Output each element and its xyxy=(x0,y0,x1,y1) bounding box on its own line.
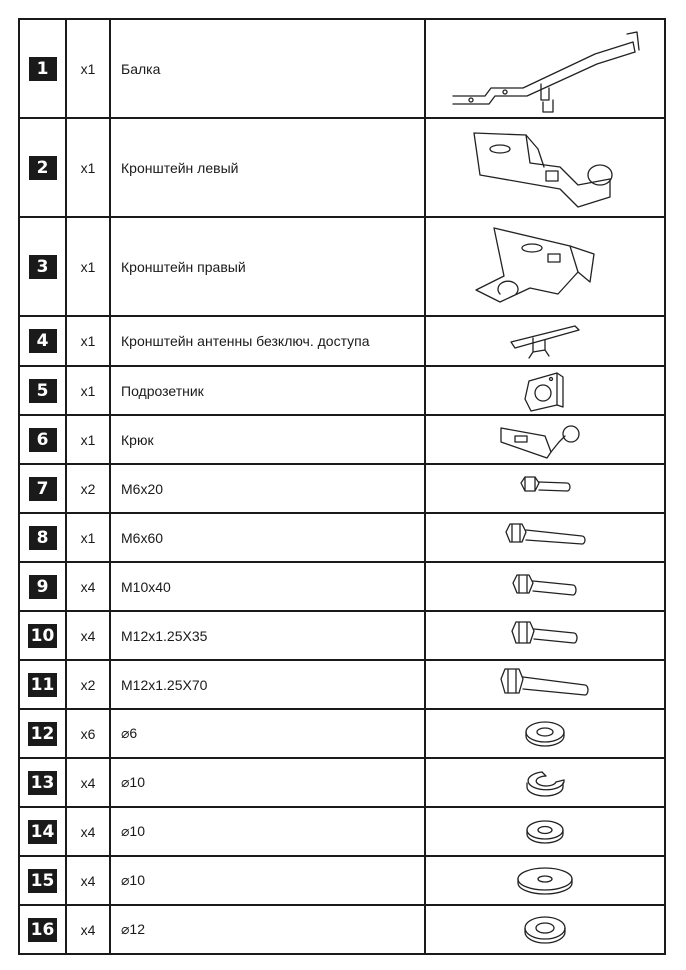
item-quantity: x1 xyxy=(66,217,110,316)
item-name: Кронштейн левый xyxy=(110,118,425,217)
washer-icon xyxy=(519,912,571,948)
table-row xyxy=(19,118,665,217)
item-quantity: x1 xyxy=(66,118,110,217)
item-number: 6 xyxy=(29,428,57,452)
item-quantity: x1 xyxy=(66,415,110,464)
item-number: 8 xyxy=(29,526,57,550)
item-quantity: x1 xyxy=(66,513,110,562)
item-quantity: x1 xyxy=(66,19,110,118)
socket-plate-icon xyxy=(515,369,575,413)
table-row xyxy=(19,366,665,415)
item-name: M6x20 xyxy=(110,464,425,513)
table-row xyxy=(19,513,665,562)
table-row xyxy=(19,709,665,758)
item-quantity: x4 xyxy=(66,758,110,807)
item-quantity: x2 xyxy=(66,464,110,513)
table-row xyxy=(19,217,665,316)
item-name: Подрозетник xyxy=(110,366,425,415)
item-name: ⌀6 xyxy=(110,709,425,758)
item-name: Кронштейн антенны безключ. доступа xyxy=(110,316,425,366)
item-name: ⌀10 xyxy=(110,856,425,905)
item-number: 13 xyxy=(28,771,58,795)
table-row xyxy=(19,19,665,118)
item-name: ⌀10 xyxy=(110,758,425,807)
item-name: Крюк xyxy=(110,415,425,464)
item-name: M12x1.25X70 xyxy=(110,660,425,709)
item-name: M6x60 xyxy=(110,513,425,562)
table-row xyxy=(19,611,665,660)
antenna-bracket-icon xyxy=(505,320,585,362)
table-row xyxy=(19,807,665,856)
item-number: 12 xyxy=(28,722,58,746)
table-row xyxy=(19,758,665,807)
tow-hook-icon xyxy=(495,418,595,462)
item-number: 10 xyxy=(28,624,58,648)
table-row xyxy=(19,464,665,513)
table-row xyxy=(19,316,665,366)
parts-table xyxy=(18,18,666,955)
tow-bar-beam-icon xyxy=(445,24,645,114)
item-quantity: x1 xyxy=(66,366,110,415)
item-name: M12x1.25X35 xyxy=(110,611,425,660)
item-number: 7 xyxy=(29,477,57,501)
bolt-icon xyxy=(507,569,583,605)
table-row xyxy=(19,415,665,464)
item-name: ⌀10 xyxy=(110,807,425,856)
item-number: 15 xyxy=(28,869,58,893)
washer-icon xyxy=(520,815,570,849)
item-number: 16 xyxy=(28,918,58,942)
large-washer-icon xyxy=(512,864,578,898)
item-quantity: x4 xyxy=(66,611,110,660)
item-name: Кронштейн правый xyxy=(110,217,425,316)
table-row xyxy=(19,660,665,709)
item-name: M10x40 xyxy=(110,562,425,611)
item-quantity: x4 xyxy=(66,562,110,611)
item-quantity: x4 xyxy=(66,807,110,856)
item-name: ⌀12 xyxy=(110,905,425,954)
bolt-icon xyxy=(515,473,575,505)
item-number: 14 xyxy=(28,820,58,844)
table-row xyxy=(19,856,665,905)
item-number: 9 xyxy=(29,575,57,599)
item-quantity: x4 xyxy=(66,905,110,954)
item-number: 11 xyxy=(28,673,58,697)
bolt-icon xyxy=(495,665,595,705)
spring-washer-icon xyxy=(520,766,570,800)
bolt-icon xyxy=(500,520,590,556)
item-quantity: x6 xyxy=(66,709,110,758)
item-number: 1 xyxy=(29,57,57,81)
item-quantity: x4 xyxy=(66,856,110,905)
washer-icon xyxy=(520,717,570,751)
table-row xyxy=(19,562,665,611)
item-number: 3 xyxy=(29,255,57,279)
item-number: 2 xyxy=(29,156,57,180)
item-quantity: x2 xyxy=(66,660,110,709)
item-name: Балка xyxy=(110,19,425,118)
item-quantity: x1 xyxy=(66,316,110,366)
table-row xyxy=(19,905,665,954)
item-number: 5 xyxy=(29,379,57,403)
item-number: 4 xyxy=(29,329,57,353)
bolt-icon xyxy=(506,617,584,655)
left-bracket-icon xyxy=(460,123,630,213)
right-bracket-icon xyxy=(460,222,630,312)
